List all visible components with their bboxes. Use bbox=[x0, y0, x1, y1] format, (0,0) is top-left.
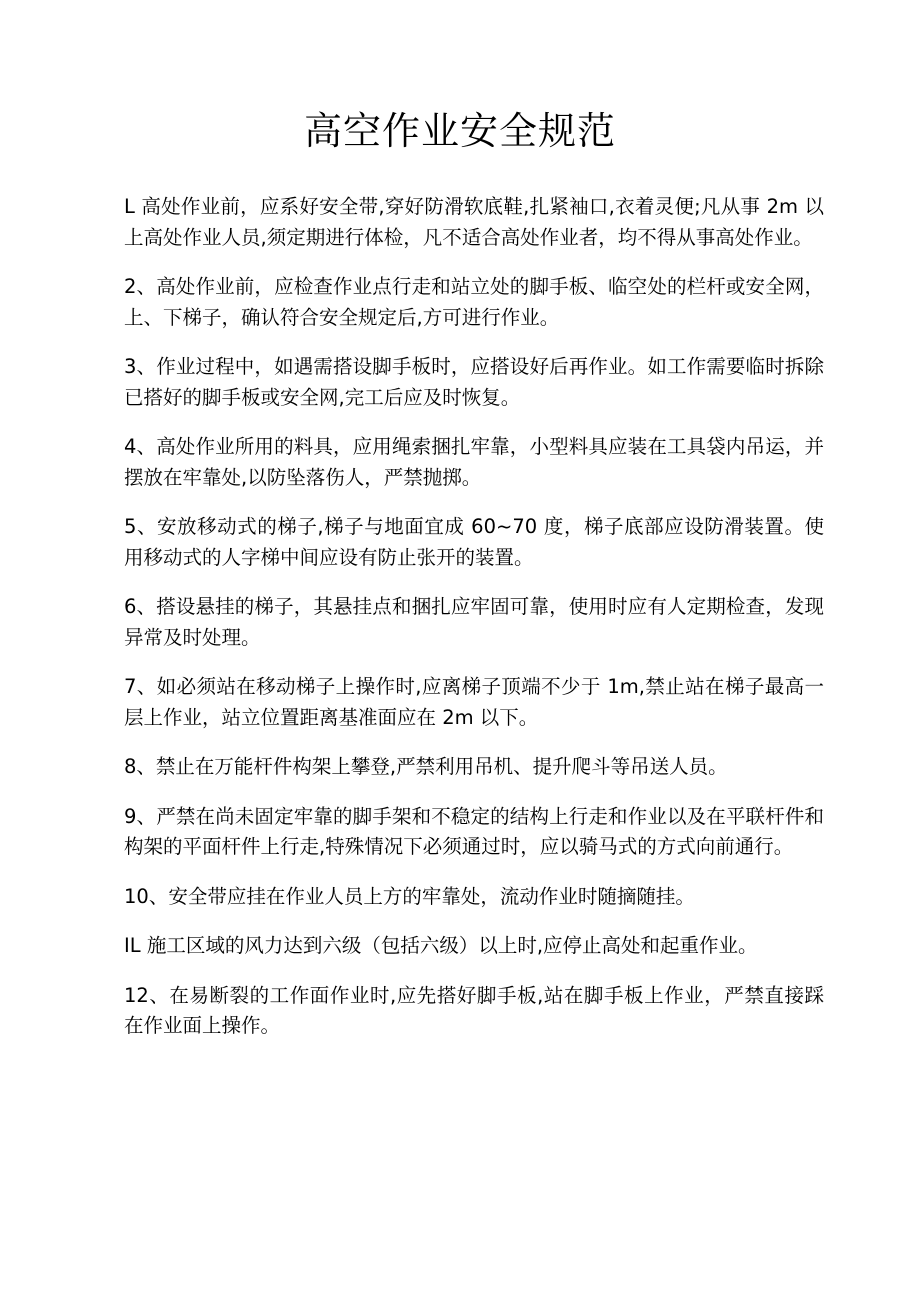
rule-paragraph-12: 12、在易断裂的工作面作业时,应先搭好脚手板,站在脚手板上作业，严禁直接踩在作业面上操作。 bbox=[124, 983, 824, 1037]
rule-paragraph-1: L 高处作业前，应系好安全带,穿好防滑软底鞋,扎紧袖口,衣着灵便;凡从事 2m 以上高处作业人员,须定期进行体检，凡不适合高处作业者，均不得从事高处作业。 bbox=[124, 195, 824, 249]
rule-paragraph-3: 3、作业过程中，如遇需搭设脚手板时，应搭设好后再作业。如工作需要临时拆除已搭好的脚手板或安全网,完工后应及时恢复。 bbox=[124, 355, 824, 409]
rule-paragraph-2: 2、高处作业前，应检查作业点行走和站立处的脚手板、临空处的栏杆或安全网，上、下梯子，确认符合安全规定后,方可进行作业。 bbox=[124, 275, 824, 329]
rule-paragraph-9: 9、严禁在尚未固定牢靠的脚手架和不稳定的结构上行走和作业以及在平联杆件和构架的平面杆件上行走,特殊情况下必须通过时，应以骑马式的方式向前通行。 bbox=[124, 804, 824, 858]
rule-paragraph-5: 5、安放移动式的梯子,梯子与地面宜成 60~70 度，梯子底部应设防滑装置。使用移动式的人字梯中间应设有防止张开的装置。 bbox=[124, 515, 824, 569]
rule-paragraph-7: 7、如必须站在移动梯子上操作时,应离梯子顶端不少于 1m,禁止站在梯子最高一层上作业，站立位置距离基准面应在 2m 以下。 bbox=[124, 675, 824, 729]
rule-paragraph-11: IL 施工区域的风力达到六级（包括六级）以上时,应停止高处和起重作业。 bbox=[124, 934, 758, 957]
rule-paragraph-4: 4、高处作业所用的料具，应用绳索捆扎牢靠，小型料具应装在工具袋内吊运，并摆放在牢靠处,以防坠落伤人，严禁抛掷。 bbox=[124, 435, 824, 489]
rule-paragraph-10: 10、安全带应挂在作业人员上方的牢靠处，流动作业时随摘随挂。 bbox=[124, 884, 695, 908]
rule-paragraph-8: 8、禁止在万能杆件构架上攀登,严禁利用吊机、提升爬斗等吊送人员。 bbox=[124, 755, 728, 778]
document-title: 高空作业安全规范 bbox=[303, 109, 616, 153]
rule-paragraph-6: 6、搭设悬挂的梯子，其悬挂点和捆扎应牢固可靠，使用时应有人定期检查，发现异常及时处理。 bbox=[124, 595, 824, 649]
document-body bbox=[124, 192, 824, 1061]
